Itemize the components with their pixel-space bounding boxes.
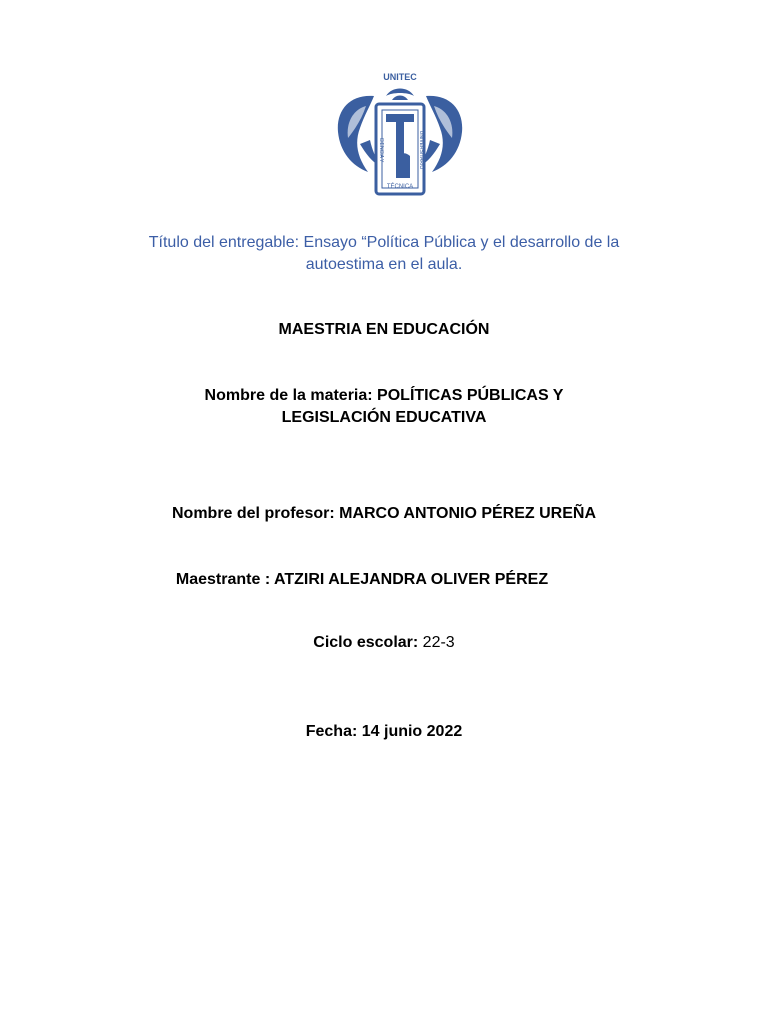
logo-name: UNITEC [383, 72, 417, 82]
school-cycle-label: Ciclo escolar: [313, 634, 419, 651]
program-name: MAESTRIA EN EDUCACIÓN [278, 321, 490, 338]
date-line: Fecha: 14 junio 2022 [305, 723, 463, 740]
left-wing-icon [338, 96, 380, 172]
school-cycle [0, 632, 768, 654]
student-name: Maestrante : ATZIRI ALEJANDRA OLIVER PÉREZ [175, 571, 549, 588]
subject-line-2: LEGISLACIÓN EDUCATIVA [281, 409, 487, 426]
subject-line-1: Nombre de la materia: POLÍTICAS PÚBLICAS Y [204, 387, 564, 404]
svg-text:UNIVERSITARIO: UNIVERSITARIO [418, 130, 424, 170]
right-wing-icon [420, 96, 462, 172]
deliverable-title [100, 232, 668, 276]
university-logo [330, 66, 470, 200]
professor-name: Nombre del profesor: MARCO ANTONIO PÉREZ UREÑA [171, 505, 597, 522]
eagle-icon [386, 89, 414, 101]
svg-text:CIENCIA Y: CIENCIA Y [378, 137, 384, 163]
school-cycle-value: 22-3 [422, 634, 455, 651]
svg-text:TÉCNICA: TÉCNICA [386, 184, 414, 190]
deliverable-title-line-2: autoestima en el aula. [305, 256, 463, 273]
deliverable-title-line-1: Título del entregable: Ensayo “Política Pública y el desarrollo de la [148, 234, 620, 251]
